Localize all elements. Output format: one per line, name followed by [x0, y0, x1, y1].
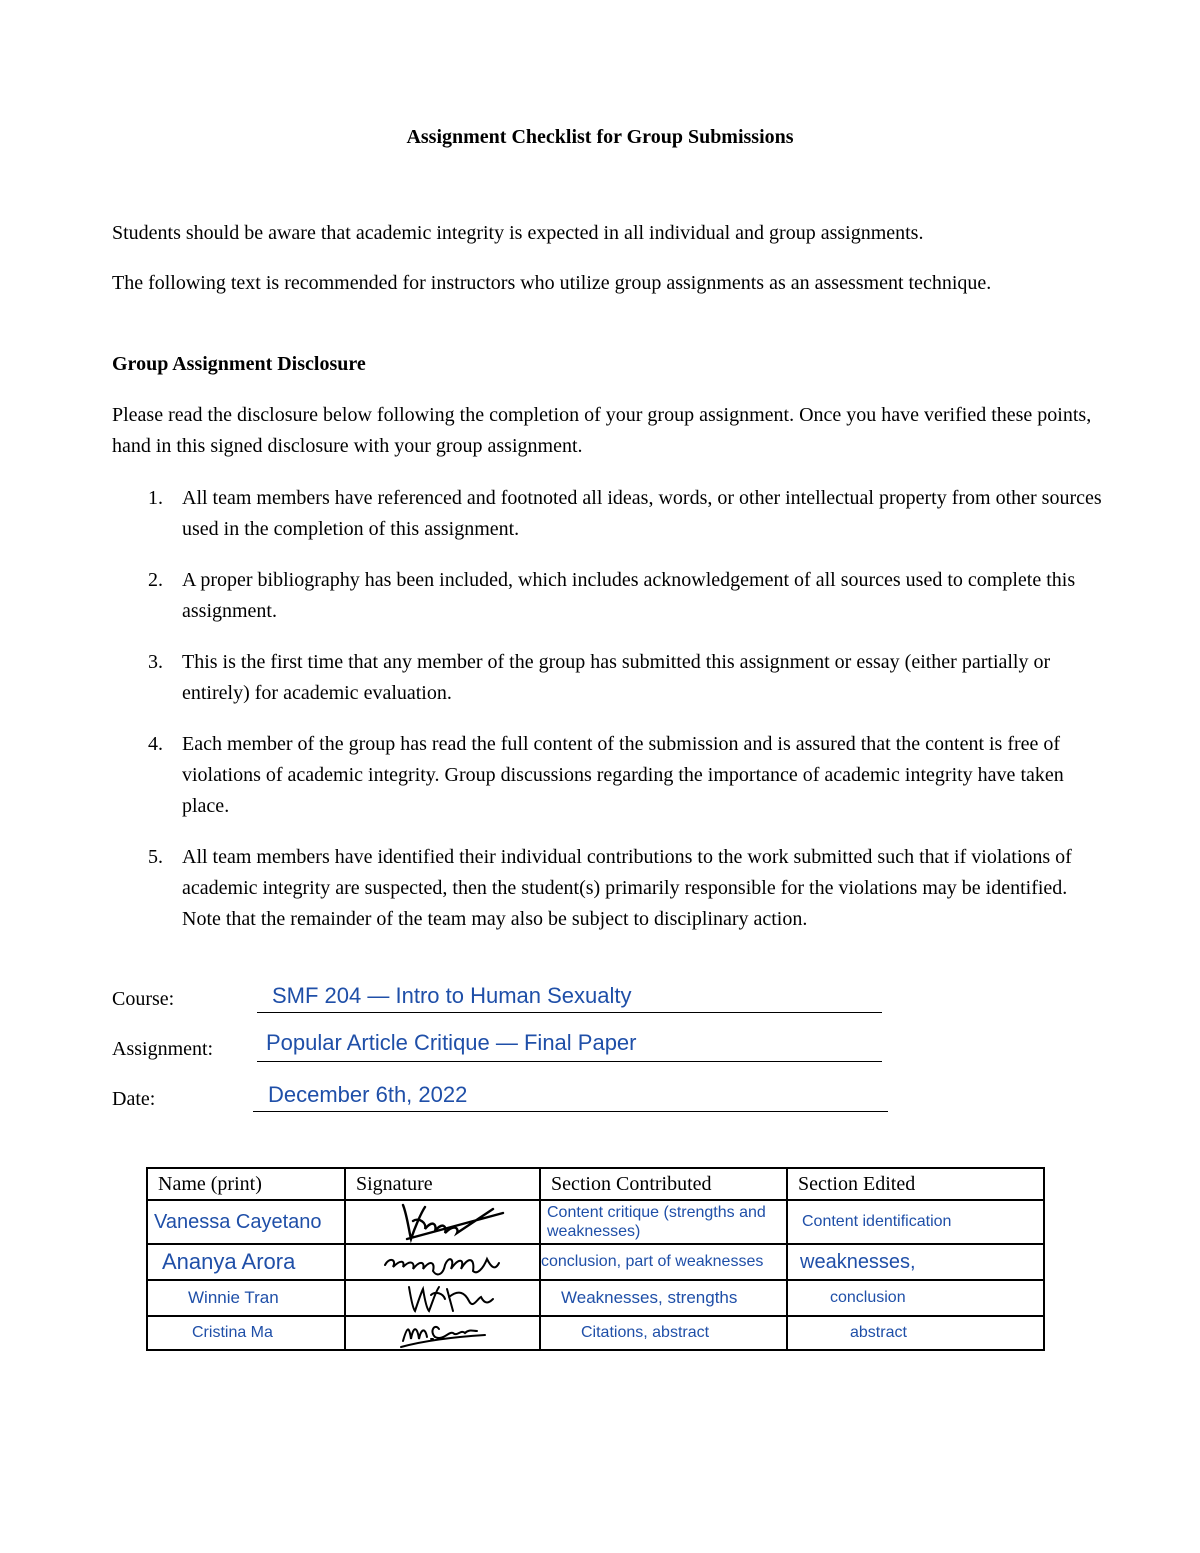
disclosure-list: [112, 483, 1102, 955]
intro-paragraph-2: The following text is recommended for instructors who utilize group assignments as an assessment technique.: [112, 272, 992, 294]
list-item-text: A proper bibliography has been included, which includes acknowledgement of all sources used to complete this assignment.: [182, 569, 1076, 622]
signature-ananya: [373, 1245, 513, 1279]
list-item: [112, 842, 1102, 935]
list-item-number: 1.: [148, 487, 163, 509]
header-name: Name (print): [147, 1168, 345, 1200]
course-underline: [257, 1012, 882, 1013]
assignment-field[interactable]: Popular Article Critique — Final Paper: [266, 1030, 637, 1055]
page-title: Assignment Checklist for Group Submissions: [406, 126, 794, 148]
signature-cell[interactable]: [345, 1244, 540, 1280]
table-header-row: [147, 1168, 1044, 1200]
section-heading: Group Assignment Disclosure: [112, 353, 366, 375]
assignment-label: Assignment:: [112, 1038, 214, 1060]
signature-cell[interactable]: [345, 1316, 540, 1350]
member-name[interactable]: Winnie Tran: [147, 1280, 345, 1316]
date-label: Date:: [112, 1088, 156, 1110]
section-contributed[interactable]: conclusion, part of weaknesses: [540, 1244, 787, 1280]
list-item-text: All team members have identified their individual contributions to the work submitted such that if violations of academic integrity are suspected, then the student(s) primarily responsible for the violations may be identified. Note that the remainder of the team may also be subject to disciplinary action.: [182, 846, 1072, 930]
assignment-underline: [257, 1061, 882, 1062]
table-row: [147, 1200, 1044, 1244]
header-section-edited: Section Edited: [787, 1168, 1044, 1200]
list-item-number: 5.: [148, 846, 163, 868]
member-name[interactable]: Ananya Arora: [147, 1244, 345, 1280]
section-contributed[interactable]: Weaknesses, strengths: [540, 1280, 787, 1316]
section-edited[interactable]: Content identification: [787, 1200, 1044, 1244]
date-field[interactable]: December 6th, 2022: [268, 1082, 468, 1107]
date-underline: [253, 1111, 888, 1112]
signature-cristina: [373, 1317, 513, 1349]
section-edited[interactable]: abstract: [787, 1316, 1044, 1350]
table-row: [147, 1280, 1044, 1316]
signature-cell[interactable]: [345, 1280, 540, 1316]
header-signature: Signature: [345, 1168, 540, 1200]
header-section-contributed: Section Contributed: [540, 1168, 787, 1200]
course-field[interactable]: SMF 204 — Intro to Human Sexualty: [272, 983, 632, 1008]
member-name[interactable]: Cristina Ma: [147, 1316, 345, 1350]
list-item-number: 2.: [148, 569, 163, 591]
section-edited[interactable]: conclusion: [787, 1280, 1044, 1316]
course-label: Course:: [112, 988, 175, 1010]
list-item: [112, 729, 1102, 822]
list-item-number: 4.: [148, 733, 163, 755]
list-item: [112, 483, 1102, 545]
section-contributed[interactable]: Citations, abstract: [540, 1316, 787, 1350]
section-edited[interactable]: weaknesses,: [787, 1244, 1044, 1280]
signature-vanessa: [373, 1201, 513, 1243]
section-contributed[interactable]: Content critique (strengths and weaknesses): [540, 1200, 787, 1244]
contribution-table: [146, 1167, 1045, 1351]
instructions-paragraph: Please read the disclosure below following the completion of your group assignment. Once you have verified these points, hand in this signed disclosure with your group assignment.: [112, 404, 1092, 457]
list-item-text: This is the first time that any member of the group has submitted this assignment or essay (either partially or entirely) for academic evaluation.: [182, 651, 1051, 704]
signature-winnie: [373, 1281, 513, 1315]
table-row: [147, 1316, 1044, 1350]
table-row: [147, 1244, 1044, 1280]
list-item-text: All team members have referenced and footnoted all ideas, words, or other intellectual property from other sources used in the completion of this assignment.: [182, 487, 1102, 540]
signature-cell[interactable]: [345, 1200, 540, 1244]
list-item-text: Each member of the group has read the full content of the submission and is assured that the content is free of violations of academic integrity. Group discussions regarding the importance of academic integrity have taken place.: [182, 733, 1064, 817]
list-item: [112, 647, 1102, 709]
list-item-number: 3.: [148, 651, 163, 673]
list-item: [112, 565, 1102, 627]
member-name[interactable]: Vanessa Cayetano: [147, 1200, 345, 1244]
intro-paragraph-1: Students should be aware that academic integrity is expected in all individual and group assignments.: [112, 222, 924, 244]
